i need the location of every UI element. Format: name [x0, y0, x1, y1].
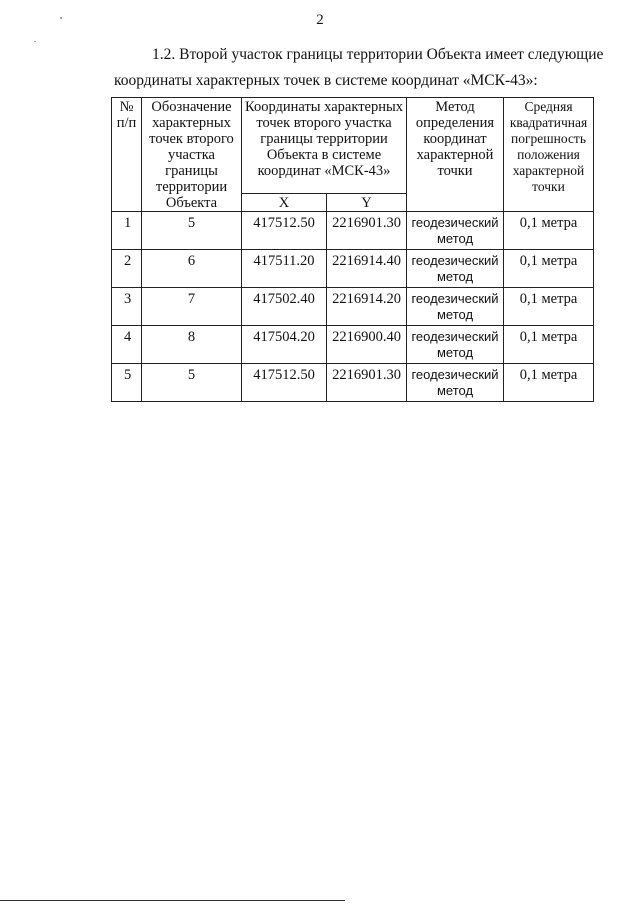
coordinates-table — [111, 97, 594, 402]
intro-line-2: координаты характерных точек в системе координат «МСК-43»: — [114, 72, 538, 89]
cell-num: 3 — [112, 288, 142, 326]
cell-num: 5 — [112, 364, 142, 402]
cell-num: 4 — [112, 326, 142, 364]
cell-method: геодезический метод — [407, 364, 504, 402]
cell-error: 0,1 метра — [504, 250, 594, 288]
cell-error: 0,1 метра — [504, 212, 594, 250]
cell-y: 2216901.30 — [327, 212, 407, 250]
cell-x: 417504.20 — [242, 326, 327, 364]
cell-point: 7 — [142, 288, 242, 326]
intro-paragraph — [114, 42, 602, 94]
table-header-row — [112, 98, 594, 194]
cell-method: геодезический метод — [407, 212, 504, 250]
header-method: Метод определения координат характерной точки — [407, 98, 504, 212]
cell-x: 417512.50 — [242, 212, 327, 250]
table-row — [112, 212, 594, 250]
footer-rule — [0, 900, 345, 901]
cell-point: 6 — [142, 250, 242, 288]
cell-x: 417511.20 — [242, 250, 327, 288]
cell-y: 2216914.40 — [327, 250, 407, 288]
header-x: X — [242, 194, 327, 212]
intro-line-1: 1.2. Второй участок границы территории Объекта имеет следующие — [152, 46, 604, 63]
header-y: Y — [327, 194, 407, 212]
cell-error: 0,1 метра — [504, 326, 594, 364]
header-coords: Координаты характерных точек второго участка границы территории Объекта в системе координат «МСК-43» — [242, 98, 407, 194]
scan-speck — [60, 17, 62, 19]
cell-y: 2216900.40 — [327, 326, 407, 364]
cell-method: геодезический метод — [407, 326, 504, 364]
table-row — [112, 326, 594, 364]
cell-x: 417502.40 — [242, 288, 327, 326]
table-row — [112, 250, 594, 288]
header-num: № п/п — [112, 98, 142, 212]
cell-x: 417512.50 — [242, 364, 327, 402]
page-number: 2 — [316, 12, 324, 28]
cell-y: 2216901.30 — [327, 364, 407, 402]
cell-error: 0,1 метра — [504, 364, 594, 402]
scan-speck — [34, 41, 36, 42]
cell-num: 2 — [112, 250, 142, 288]
cell-error: 0,1 метра — [504, 288, 594, 326]
cell-method: геодезический метод — [407, 288, 504, 326]
cell-num: 1 — [112, 212, 142, 250]
cell-method: геодезический метод — [407, 250, 504, 288]
cell-y: 2216914.20 — [327, 288, 407, 326]
cell-point: 5 — [142, 212, 242, 250]
table-row — [112, 288, 594, 326]
header-point: Обозначение характерных точек второго участка границы территории Объекта — [142, 98, 242, 212]
header-error: Средняя квадратичная погрешность положения характерной точки — [504, 98, 594, 212]
table-row — [112, 364, 594, 402]
cell-point: 8 — [142, 326, 242, 364]
cell-point: 5 — [142, 364, 242, 402]
